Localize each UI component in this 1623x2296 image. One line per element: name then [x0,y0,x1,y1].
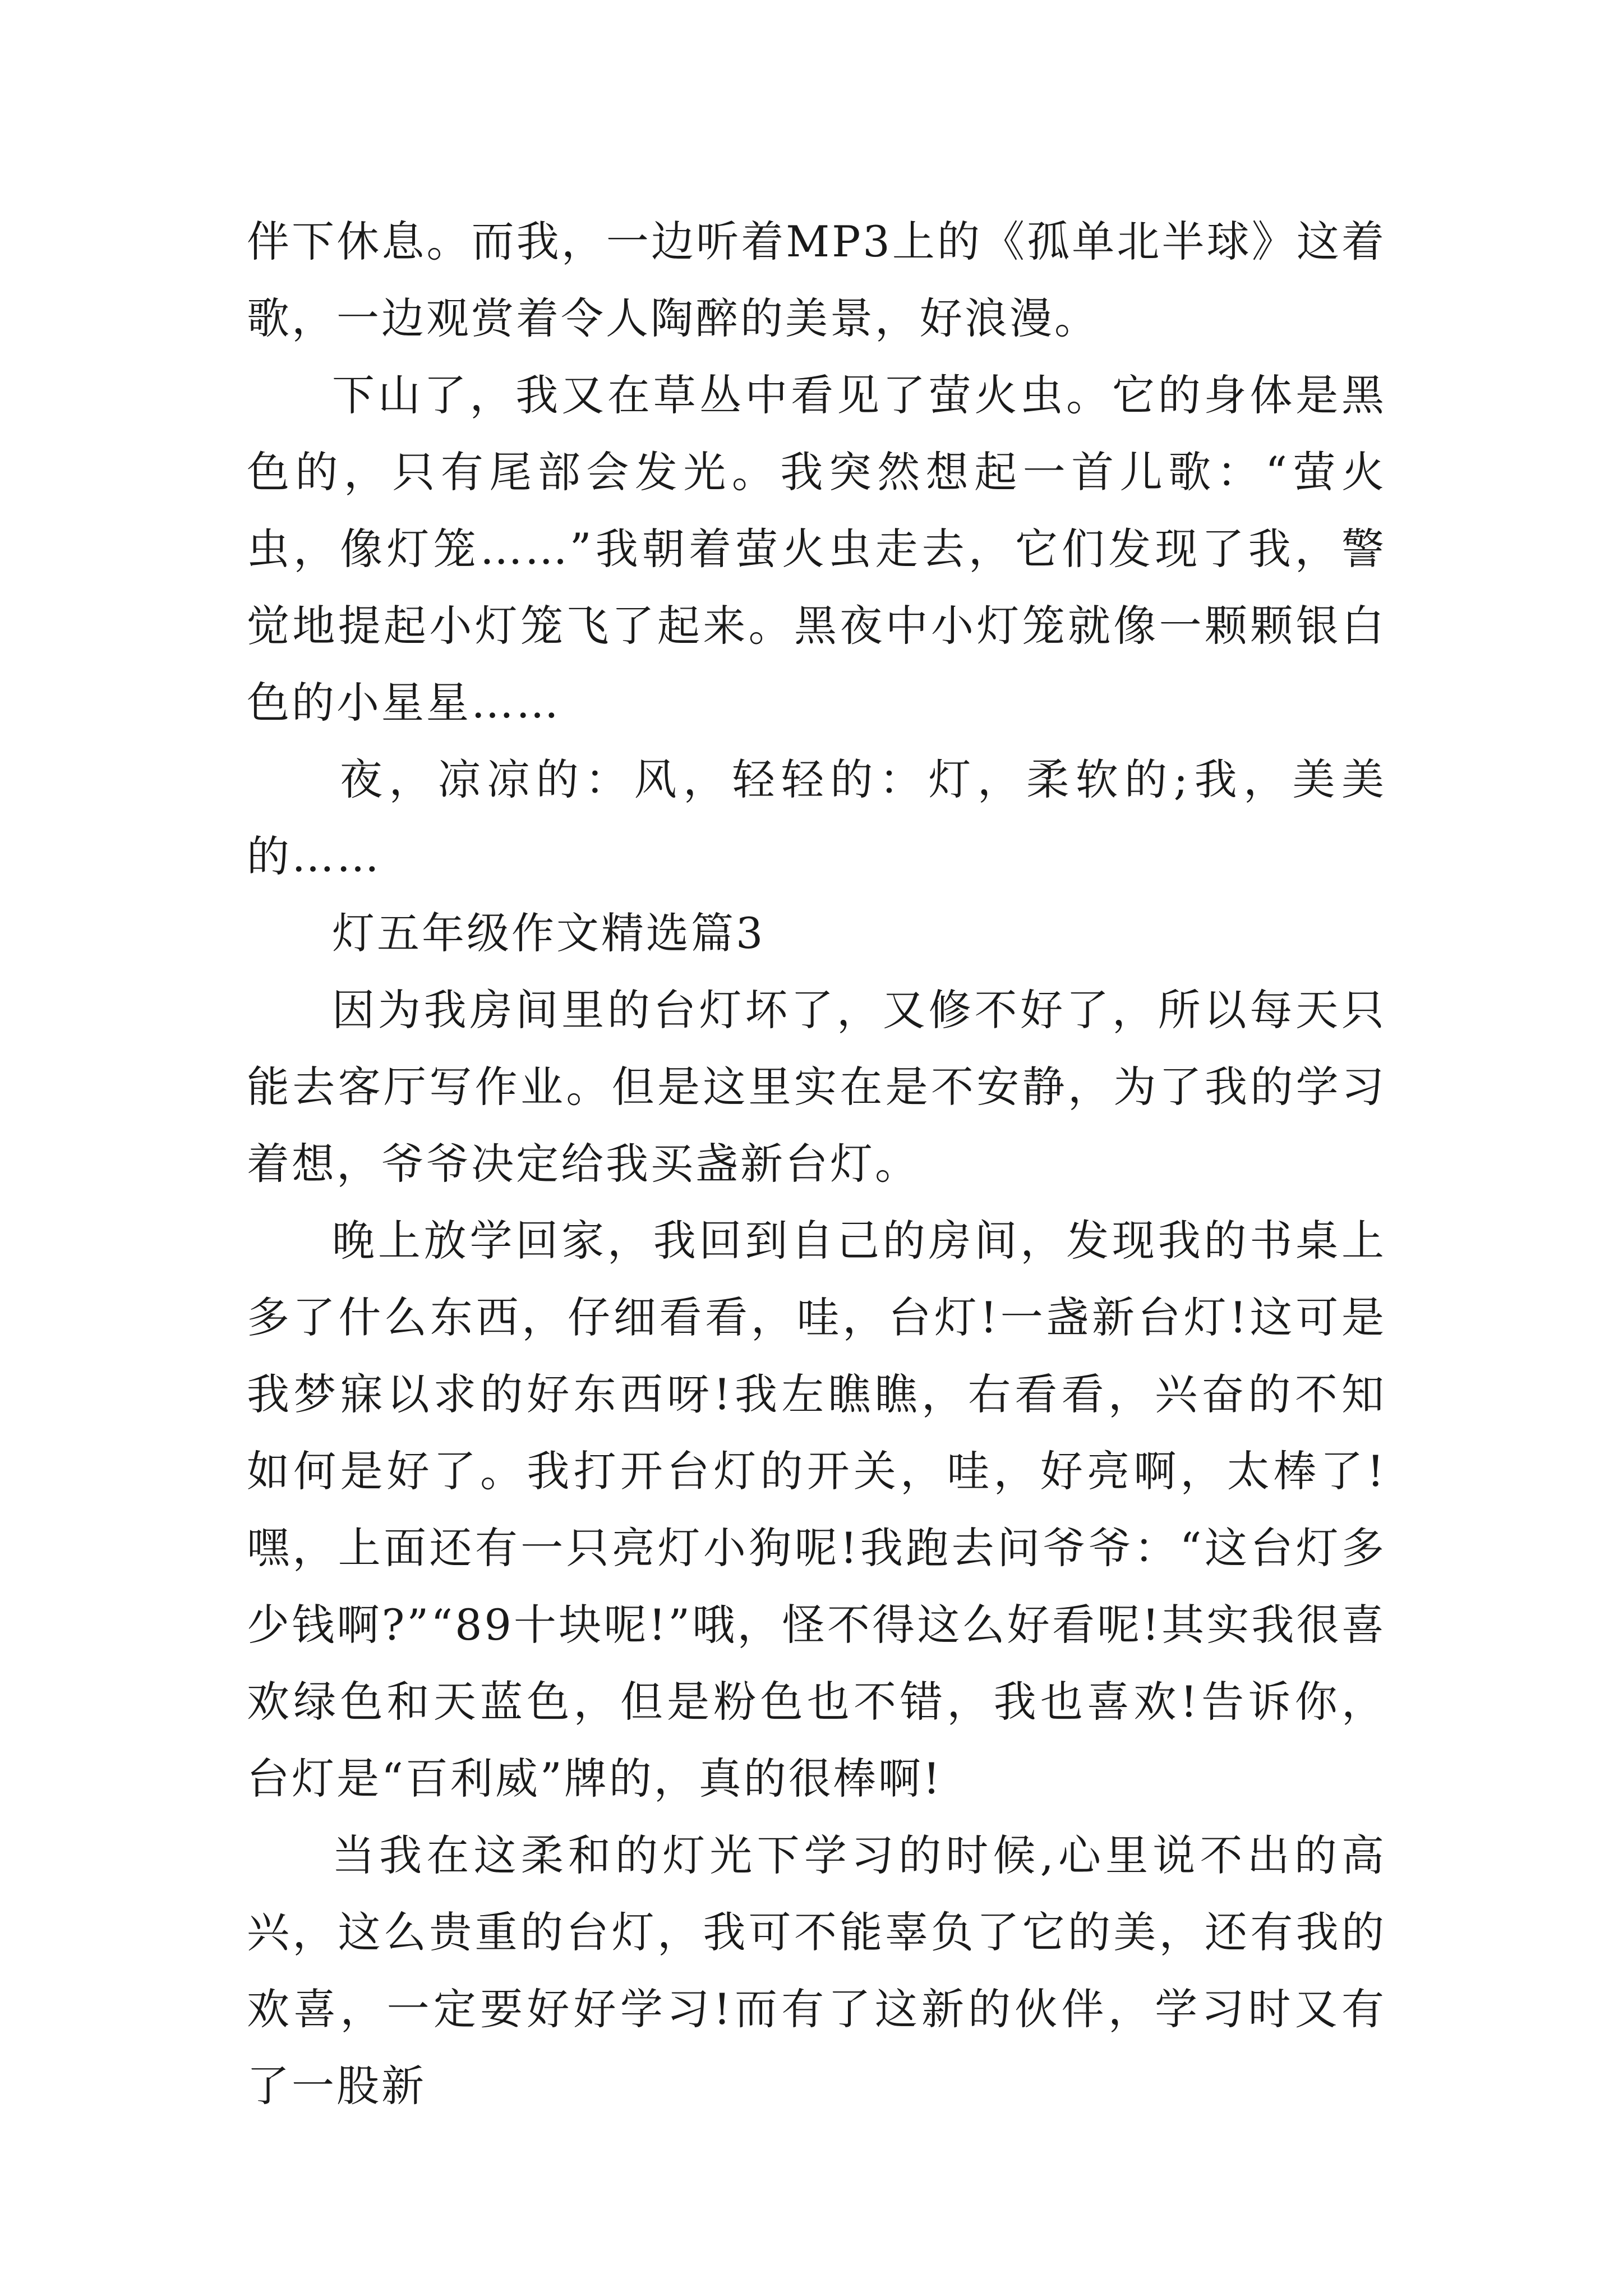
paragraph-6: 当我在这柔和的灯光下学习的时候,心里说不出的高兴，这么贵重的台灯，我可不能辜负了它的美，还有我的欢喜，一定要好好学习!而有了这新的伙伴，学习时又有了一股新 [247,1830,1386,2111]
paragraph-4: 因为我房间里的台灯坏了，又修不好了，所以每天只能去客厅写作业。但是这里实在是不安静，为了我的学习着想，爷爷决定给我买盏新台灯。 [247,985,1386,1189]
paragraph-3: 夜，凉凉的：风，轻轻的：灯，柔软的;我，美美的…… [247,754,1386,881]
paragraph-2: 下山了，我又在草丛中看见了萤火虫。它的身体是黑色的，只有尾部会发光。我突然想起一首儿歌：“萤火虫，像灯笼……”我朝着萤火虫走去，它们发现了我，警觉地提起小灯笼飞了起来。黑夜中小灯笼就像一颗颗银白色的小星星…… [247,370,1386,728]
section-heading: 灯五年级作文精选篇3 [332,908,766,958]
paragraph-1: 伴下休息。而我，一边听着MP3上的《孤单北半球》这着歌，一边观赏着令人陶醉的美景，好浪漫。 [247,217,1386,343]
document-body [247,203,1386,2124]
paragraph-5: 晚上放学回家，我回到自己的房间，发现我的书桌上多了什么东西，仔细看看，哇，台灯!一盏新台灯!这可是我梦寐以求的好东西呀!我左瞧瞧，右看看，兴奋的不知如何是好了。我打开台灯的开关，哇，好亮啊，太棒了!嘿，上面还有一只亮灯小狗呢!我跑去问爷爷：“这台灯多少钱啊?”“89十块呢!”哦，怪不得这么好看呢!其实我很喜欢绿色和天蓝色，但是粉色也不错，我也喜欢!告诉你，台灯是“百利威”牌的，真的很棒啊! [247,1216,1386,1803]
